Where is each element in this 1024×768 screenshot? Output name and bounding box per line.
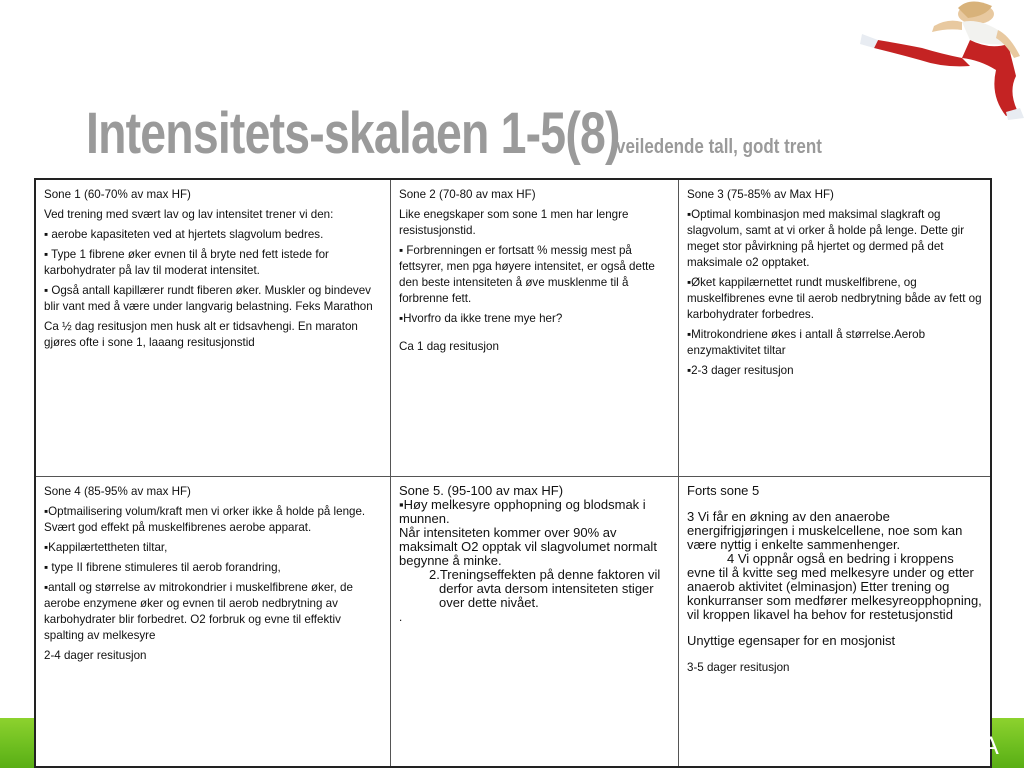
forts-heading: Forts sone 5	[687, 483, 760, 498]
sone2-line: Ca 1 dag resitusjon	[399, 340, 499, 353]
forts-line: 3 Vi får en økning av den anaerobe energifrigjøringen i muskelcellene, noe som kan være nyttig i enkelte sammenhenger.	[687, 509, 963, 552]
cell-sone5	[391, 477, 679, 766]
title-main: Intensitets-skalaen 1-5(8)	[86, 101, 620, 166]
forts-line: 4 Vi oppnår også en bedring i kroppens evne til å kvitte seg med melkesyre under og etter anaerob aktivitet (elminasjon) Etter trening og konkurranser som medfører melkesyreopphopning, vil kroppen likavel ha behov for restetusjonstid	[687, 551, 982, 622]
sone1-line: Ca ½ dag resitusjon men husk alt er tidsavhengi. En maraton gjøres ofte i sone 1, laaang resitusjonstid	[44, 320, 358, 349]
sone1-line: ▪ aerobe kapasiteten ved at hjertets slagvolum bedres.	[44, 228, 324, 241]
sone1-heading: Sone 1 (60-70% av max HF)	[44, 188, 191, 201]
forts-line: 3-5 dager resitusjon	[687, 661, 790, 674]
runner-photo	[858, 0, 1024, 120]
cell-sone1	[36, 180, 391, 477]
sone4-line: ▪ type II fibrene stimuleres til aerob forandring,	[44, 561, 281, 574]
cell-sone3	[679, 180, 990, 477]
sone5-line: .	[399, 611, 403, 624]
sone1-line: ▪ Også antall kapillærer rundt fiberen øker. Muskler og bindevev blir vant med å være under langvarig belastning. Feks Marathon	[44, 284, 373, 313]
sone1-line: ▪ Type 1 fibrene øker evnen til å bryte ned fett istede for karbohydrater på lav til moderat intensitet.	[44, 248, 329, 277]
sone4-line: 2-4 dager resitusjon	[44, 649, 147, 662]
sone3-line: ▪Mitrokondriene økes i antall å størrelse.Aerob enzymaktivitet tiltar	[687, 328, 926, 357]
sone3-line: ▪Øket kappilærnettet rundt muskelfibrene, og muskelfibrenes evne til aerob nedbrytning både av fett og karbohydrater forbedres.	[687, 276, 982, 321]
sone2-heading: Sone 2 (70-80 av max HF)	[399, 188, 536, 201]
sone5-heading: Sone 5. (95-100 av max HF)	[399, 483, 564, 498]
sone4-line: ▪Kappilærtettheten tiltar,	[44, 541, 168, 554]
sone3-heading: Sone 3 (75-85% av Max HF)	[687, 188, 834, 201]
title-subtitle: veiledende tall, godt trent	[616, 136, 822, 158]
zone-table	[34, 178, 992, 768]
cell-sone4	[36, 477, 391, 766]
cell-sone2	[391, 180, 679, 477]
page-title	[86, 100, 822, 167]
sone4-line: ▪Optmailisering volum/kraft men vi orker ikke å holde på lenge. Svært god effekt på muskelfibrenes aerobe apparat.	[44, 505, 366, 534]
sone1-line: Ved trening med svært lav og lav intensitet trener vi den:	[44, 208, 334, 221]
sone4-heading: Sone 4 (85-95% av max HF)	[44, 485, 191, 498]
sone2-line: Like enegskaper som sone 1 men har lengre resistusjonstid.	[399, 208, 629, 237]
sone5-line: 2.Treningseffekten på denne faktoren vil derfor avta dersom intensiteten stiger over dette nivået.	[429, 567, 661, 610]
elixia-logo: ELIXIA	[876, 732, 1008, 760]
sone5-line: Når intensiteten kommer over 90% av maksimalt O2 opptak vil slagvolumet normalt begynne å minke.	[399, 525, 657, 568]
sone4-line: ▪antall og størrelse av mitrokondrier i muskelfibrene øker, de aerobe enzymene øker og evnen til aerob nedbrytning av karbohydrater blir forbedret. O2 forbruk og evne til effektiv spalting av melkesyre	[44, 581, 353, 642]
sone3-line: ▪Optimal kombinasjon med maksimal slagkraft og slagvolum, samt at vi orker å holde på lenge. Dette gir meget stor påvirkning på hjertet og dermed på det maksimale o2 opptaket.	[687, 208, 965, 269]
sone2-line: ▪ Forbrenningen er fortsatt % messig mest på fettsyrer, men pga høyere intensitet, er også dette den beste intensiteten å øve musklenme til å forbrenne fett.	[399, 244, 655, 305]
cell-forts-sone5	[679, 477, 990, 766]
sone3-line: ▪2-3 dager resitusjon	[687, 364, 794, 377]
sone2-line: ▪Hvorfro da ikke trene mye her?	[399, 312, 563, 325]
sone5-line: ▪Høy melkesyre opphopning og blodsmak i munnen.	[399, 497, 646, 526]
forts-line: Unyttige egensaper for en mosjonist	[687, 633, 896, 648]
